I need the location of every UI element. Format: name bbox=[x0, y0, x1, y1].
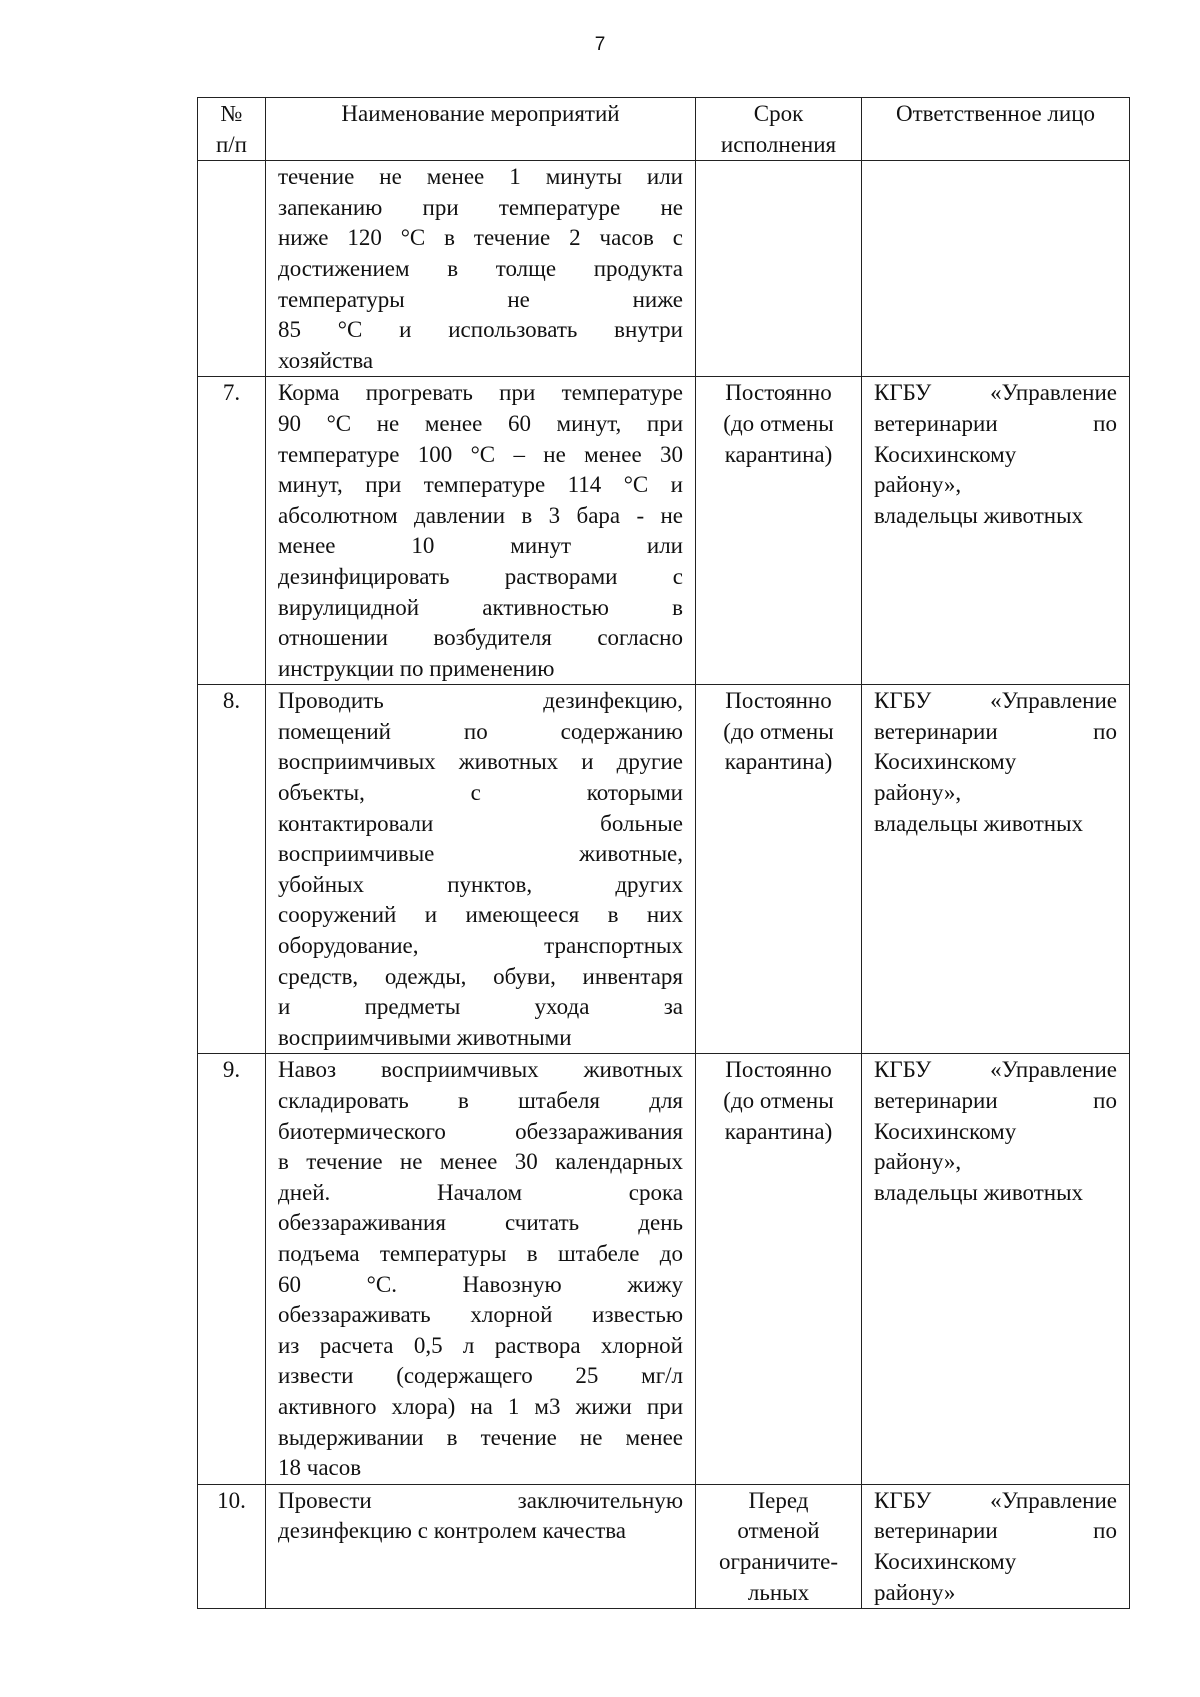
measure-name-line: дезинфицировать растворами с bbox=[278, 563, 683, 589]
deadline-line: карантина) bbox=[724, 1118, 833, 1144]
measure-name-line: 90 °C не менее 60 минут, при bbox=[278, 410, 683, 436]
header-deadline-line-1: Срок bbox=[753, 101, 804, 126]
deadline bbox=[696, 1484, 862, 1608]
measure-name-line: запеканию при температуре не bbox=[278, 194, 683, 220]
table-row bbox=[198, 161, 1130, 377]
measure-name-line: восприимчивыми животными bbox=[278, 1024, 572, 1050]
table-row bbox=[198, 377, 1130, 685]
measure-name-line: ниже 120 °C в течение 2 часов с bbox=[278, 225, 683, 251]
header-number bbox=[198, 98, 266, 161]
measure-name-line: минут, при температуре 114 °C и bbox=[278, 472, 683, 498]
deadline-line: Постоянно bbox=[725, 1057, 832, 1083]
responsible-person-line: Косихинскому bbox=[874, 441, 1017, 467]
measure-name-line: складировать в штабеля для bbox=[278, 1088, 683, 1113]
responsible-person-line: владельцы животных bbox=[874, 810, 1084, 836]
responsible-person-line: району», bbox=[874, 472, 962, 498]
deadline-line: (до отмены bbox=[723, 718, 834, 744]
deadline-line: ограничите- bbox=[718, 1548, 839, 1574]
measure-name-line: и предметы ухода за bbox=[278, 994, 683, 1020]
measure-name-line: биотермического обеззараживания bbox=[278, 1118, 683, 1144]
responsible-person-line: ветеринарии по bbox=[874, 1518, 1117, 1544]
measure-name-line: 18 часов bbox=[278, 1455, 362, 1481]
measure-name-line: 85 °C и использовать внутри bbox=[278, 317, 683, 343]
responsible-person-line: району» bbox=[874, 1579, 956, 1605]
responsible-person-line: КГБУ «Управление bbox=[874, 1487, 1117, 1513]
responsible-person bbox=[862, 685, 1130, 1054]
row-number: 8. bbox=[198, 685, 266, 1054]
measure-name bbox=[266, 161, 696, 377]
deadline-line: карантина) bbox=[724, 441, 833, 467]
responsible-person bbox=[862, 1484, 1130, 1608]
measure-name-line: обеззараживать хлорной известью bbox=[278, 1302, 683, 1328]
responsible-person-line: Косихинскому bbox=[874, 1548, 1017, 1574]
responsible-person-line: району», bbox=[874, 1149, 962, 1175]
measure-name-line: течение не менее 1 минуты или bbox=[278, 164, 683, 190]
header-number-line-2: п/п bbox=[215, 131, 247, 157]
responsible-person bbox=[862, 161, 1130, 377]
measure-name-line: восприимчивые животные, bbox=[278, 841, 683, 867]
responsible-person-line: Косихинскому bbox=[874, 749, 1017, 775]
responsible-person bbox=[862, 377, 1130, 685]
measure-name-line: средств, одежды, обуви, инвентаря bbox=[278, 963, 683, 989]
measure-name-line: восприимчивых животных и другие bbox=[278, 749, 683, 775]
deadline-line: Постоянно bbox=[725, 688, 832, 714]
measure-name-line: извести (содержащего 25 мг/л bbox=[278, 1363, 683, 1389]
responsible-person-line: владельцы животных bbox=[874, 502, 1084, 528]
measure-name-line: Корма прогревать при температуре bbox=[278, 380, 683, 406]
measure-name bbox=[266, 377, 696, 685]
measure-name-line: инструкции по применению bbox=[278, 655, 555, 681]
measure-name-line: отношении возбудителя согласно bbox=[278, 625, 683, 651]
measure-name bbox=[266, 685, 696, 1054]
measure-name-line: дезинфекцию с контролем качества bbox=[278, 1518, 627, 1544]
table-row bbox=[198, 1484, 1130, 1608]
measures-table bbox=[197, 97, 1130, 1609]
deadline-line: Постоянно bbox=[725, 380, 832, 406]
deadline-line: отменой bbox=[737, 1518, 820, 1544]
deadline-line: карантина) bbox=[724, 749, 833, 775]
responsible-person-line: району», bbox=[874, 780, 962, 806]
measure-name-line: дней. Началом срока bbox=[278, 1179, 683, 1205]
deadline bbox=[696, 377, 862, 685]
row-number bbox=[198, 161, 266, 377]
measure-name-line: Провести заключительную bbox=[278, 1487, 683, 1513]
deadline-line: (до отмены bbox=[723, 410, 834, 436]
measure-name-line: обеззараживания считать день bbox=[278, 1210, 683, 1236]
table-row bbox=[198, 1054, 1130, 1484]
header-measure-name: Наименование мероприятий bbox=[266, 98, 696, 161]
page-number: 7 bbox=[594, 34, 606, 55]
measure-name-line: достижением в толще продукта bbox=[278, 255, 683, 281]
responsible-person-line: ветеринарии по bbox=[874, 718, 1117, 744]
measure-name-line: помещений по содержанию bbox=[278, 718, 683, 744]
measure-name-line: объекты, с которыми bbox=[278, 780, 683, 806]
responsible-person-line: КГБУ «Управление bbox=[874, 380, 1117, 406]
measure-name-line: активного хлора) на 1 м3 жижи при bbox=[278, 1393, 683, 1419]
responsible-person-line: ветеринарии по bbox=[874, 1088, 1117, 1113]
measure-name-line: контактировали больные bbox=[278, 810, 683, 836]
table-body bbox=[198, 161, 1130, 1609]
measure-name-line: Навоз восприимчивых животных bbox=[278, 1057, 683, 1083]
deadline bbox=[696, 1054, 862, 1484]
responsible-person bbox=[862, 1054, 1130, 1484]
responsible-person-line: Косихинскому bbox=[874, 1118, 1017, 1144]
header-deadline-line-2: исполнения bbox=[720, 131, 837, 157]
measure-name-line: абсолютном давлении в 3 бара - не bbox=[278, 502, 683, 528]
measure-name-line: температуре 100 °C – не менее 30 bbox=[278, 441, 683, 467]
table-header-row bbox=[198, 98, 1130, 161]
measure-name-line: температуры не ниже bbox=[278, 286, 683, 312]
responsible-person-line: КГБУ «Управление bbox=[874, 1057, 1117, 1083]
responsible-person-line: владельцы животных bbox=[874, 1179, 1084, 1205]
deadline-line: (до отмены bbox=[723, 1088, 834, 1113]
table-row bbox=[198, 685, 1130, 1054]
deadline-line: льных bbox=[747, 1579, 810, 1605]
header-responsible: Ответственное лицо bbox=[862, 98, 1130, 161]
measure-name-line: 60 °C. Навозную жижу bbox=[278, 1271, 683, 1297]
measure-name-line: оборудование, транспортных bbox=[278, 933, 683, 959]
measure-name-line: из расчета 0,5 л раствора хлорной bbox=[278, 1332, 683, 1358]
measure-name-line: сооружений и имеющееся в них bbox=[278, 902, 683, 928]
deadline bbox=[696, 685, 862, 1054]
measure-name bbox=[266, 1054, 696, 1484]
measure-name-line: выдерживании в течение не менее bbox=[278, 1424, 683, 1450]
deadline-line: Перед bbox=[748, 1487, 809, 1513]
row-number: 9. bbox=[198, 1054, 266, 1484]
row-number: 10. bbox=[198, 1484, 266, 1608]
measure-name-line: убойных пунктов, других bbox=[278, 871, 683, 897]
measure-name-line: Проводить дезинфекцию, bbox=[278, 688, 683, 714]
row-number: 7. bbox=[198, 377, 266, 685]
measure-name bbox=[266, 1484, 696, 1608]
measure-name-line: менее 10 минут или bbox=[278, 533, 683, 559]
measure-name-line: хозяйства bbox=[278, 347, 374, 373]
responsible-person-line: КГБУ «Управление bbox=[874, 688, 1117, 714]
header-number-line-1: № bbox=[220, 101, 243, 126]
measure-name-line: вирулицидной активностью в bbox=[278, 594, 683, 620]
measure-name-line: в течение не менее 30 календарных bbox=[278, 1149, 683, 1175]
deadline bbox=[696, 161, 862, 377]
measure-name-line: подъема температуры в штабеле до bbox=[278, 1240, 683, 1266]
header-deadline bbox=[696, 98, 862, 161]
responsible-person-line: ветеринарии по bbox=[874, 410, 1117, 436]
